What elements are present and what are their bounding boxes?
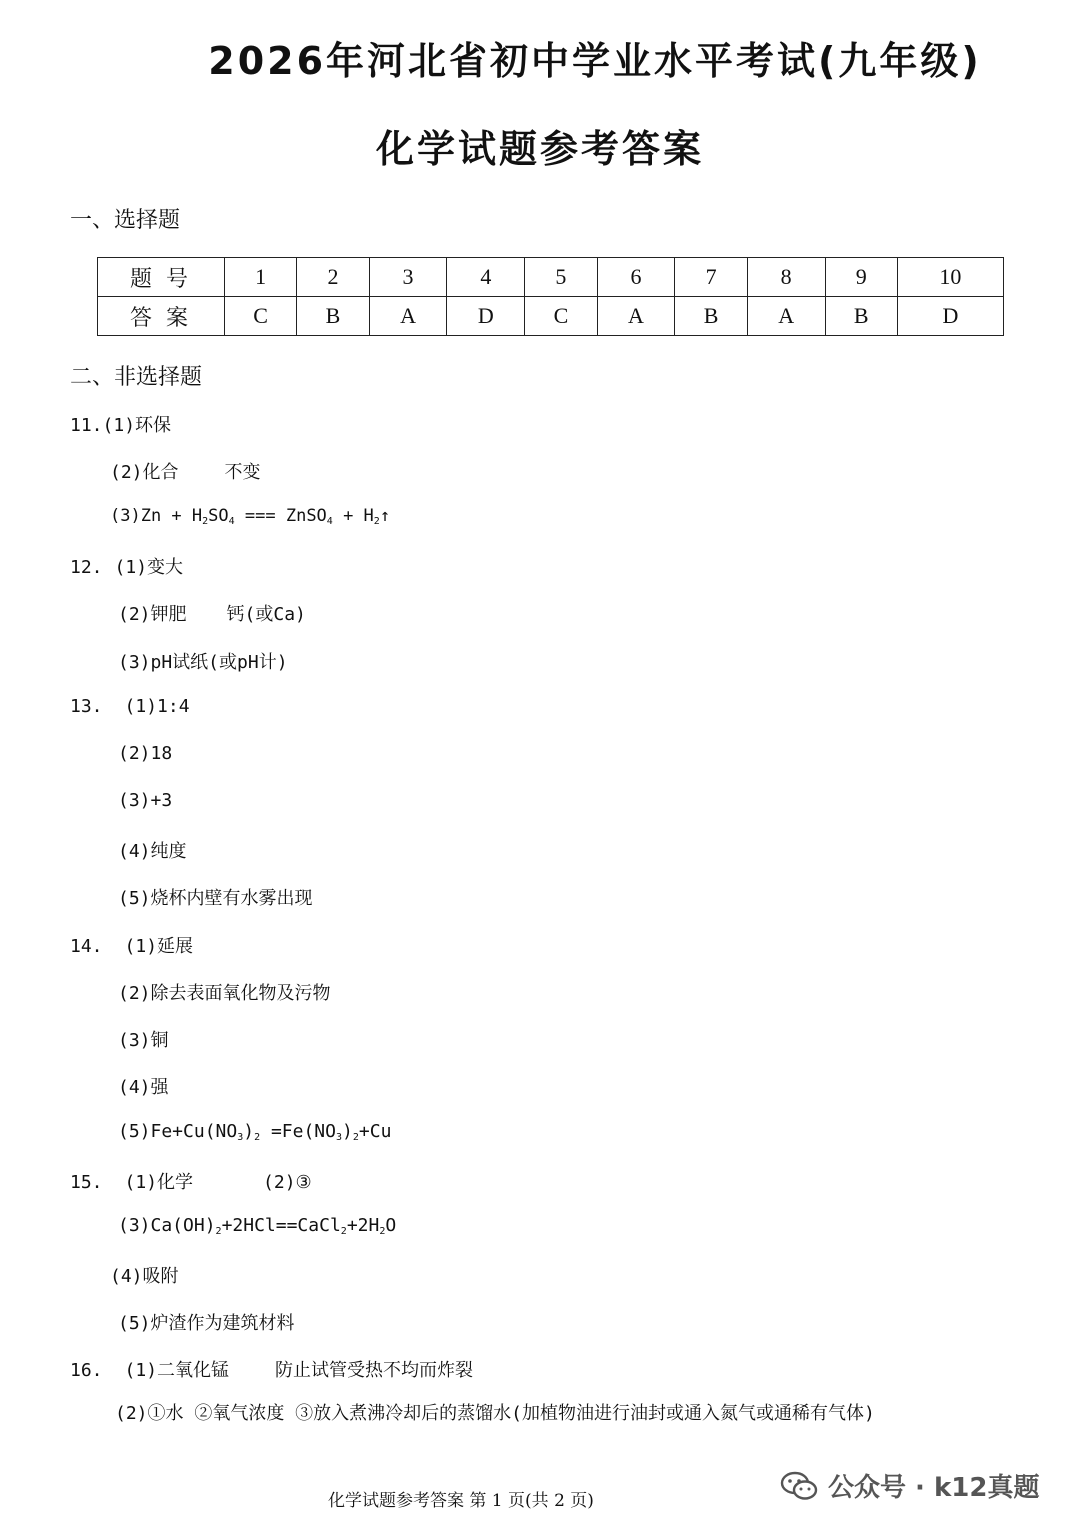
q15-line3 bbox=[110, 1262, 179, 1288]
table-cell: 6 bbox=[597, 258, 675, 297]
eq-part: +2H bbox=[346, 1215, 380, 1236]
eq-part: + H bbox=[332, 506, 374, 526]
table-cell: B bbox=[825, 297, 897, 336]
page-footer: 化学试题参考答案 第 1 页(共 2 页) bbox=[328, 1491, 594, 1511]
eq-part: (3)Ca(OH) bbox=[118, 1215, 216, 1236]
q12-a1: (1)变大 bbox=[114, 557, 184, 578]
q14-a4: (4)强 bbox=[118, 1077, 169, 1098]
table-cell: 2 bbox=[297, 258, 369, 297]
table-cell: 8 bbox=[747, 258, 825, 297]
q13-a5: (5)烧杯内壁有水雾出现 bbox=[118, 888, 313, 909]
eq-part: SO bbox=[208, 506, 229, 526]
eq-subscript: 2 bbox=[215, 1226, 222, 1237]
table-cell: 5 bbox=[525, 258, 597, 297]
table-cell: A bbox=[747, 297, 825, 336]
table-row-answers bbox=[98, 297, 1004, 336]
table-cell: 7 bbox=[675, 258, 747, 297]
q12-a2b: 钙(或Ca) bbox=[226, 604, 306, 625]
q11-a2b: 不变 bbox=[224, 462, 261, 483]
q14-line3 bbox=[118, 1026, 169, 1052]
q13-a3: (3)+3 bbox=[118, 790, 173, 811]
q11-line1 bbox=[70, 411, 171, 437]
q11-line2 bbox=[110, 458, 261, 484]
q13-line1 bbox=[70, 696, 190, 717]
q15-a5: (5)炉渣作为建筑材料 bbox=[118, 1313, 295, 1334]
eq-part: ) bbox=[342, 1121, 353, 1142]
q12-a2a: (2)钾肥 bbox=[118, 604, 187, 625]
table-cell: D bbox=[897, 297, 1003, 336]
eq-subscript: 4 bbox=[228, 516, 235, 527]
q14-equation bbox=[118, 1121, 391, 1143]
wechat-icon bbox=[780, 1470, 818, 1502]
eq-part: +Cu bbox=[358, 1121, 392, 1142]
table-cell: 10 bbox=[897, 258, 1003, 297]
eq-part: ) bbox=[243, 1121, 255, 1142]
exam-title: 2026年河北省初中学业水平考试(九年级) bbox=[208, 39, 982, 83]
table-cell: C bbox=[525, 297, 597, 336]
table-cell: B bbox=[297, 297, 369, 336]
gas-arrow-icon: ↑ bbox=[379, 506, 391, 526]
q14-line1 bbox=[70, 932, 193, 958]
q12-line2 bbox=[118, 600, 306, 626]
answer-key-title: 化学试题参考答案 bbox=[375, 127, 704, 171]
q14-line4 bbox=[118, 1073, 169, 1099]
table-cell: A bbox=[597, 297, 675, 336]
table-cell: 3 bbox=[369, 258, 447, 297]
table-cell: B bbox=[675, 297, 747, 336]
q13-line4 bbox=[118, 837, 187, 863]
eq-subscript: 2 bbox=[202, 516, 209, 527]
eq-subscript: 2 bbox=[254, 1132, 261, 1143]
eq-subscript: 3 bbox=[237, 1132, 244, 1143]
q16-a2: (2)①水 ②氧气浓度 ③放入煮沸冷却后的蒸馏水(加植物油进行油封或通入氮气或通稀有气体) bbox=[115, 1403, 875, 1424]
watermark bbox=[780, 1467, 1039, 1504]
q13-a1: (1)1:4 bbox=[124, 696, 190, 717]
q13-a2: (2)18 bbox=[118, 743, 173, 764]
q11-number: 11. bbox=[70, 415, 103, 436]
q14-a3: (3)铜 bbox=[118, 1030, 169, 1051]
eq-part: (3)Zn + H bbox=[110, 506, 203, 526]
q13-line5 bbox=[118, 884, 313, 910]
eq-part: O bbox=[385, 1215, 397, 1236]
eq-subscript: 2 bbox=[340, 1226, 347, 1237]
q16-a1a: (1)二氧化锰 bbox=[124, 1360, 230, 1381]
q13-line3 bbox=[118, 790, 172, 811]
answer-table bbox=[97, 257, 1004, 336]
eq-part: (5)Fe+Cu(NO bbox=[118, 1121, 238, 1142]
q14-a1: (1)延展 bbox=[124, 936, 194, 957]
eq-part: =Fe(NO bbox=[260, 1121, 336, 1142]
row-label-number: 题号 bbox=[98, 258, 225, 297]
section-non-choice: 二、非选择题 bbox=[70, 365, 203, 390]
q14-line2 bbox=[118, 979, 331, 1005]
table-cell: A bbox=[369, 297, 447, 336]
section-multiple-choice: 一、选择题 bbox=[70, 208, 181, 233]
q12-number: 12. bbox=[70, 557, 103, 578]
q15-a1a: (1)化学 bbox=[124, 1172, 194, 1193]
q16-number: 16. bbox=[70, 1360, 103, 1381]
q12-line3 bbox=[118, 648, 288, 674]
eq-subscript: 2 bbox=[379, 1226, 386, 1237]
q15-equation bbox=[118, 1215, 396, 1237]
eq-subscript: 4 bbox=[326, 516, 333, 527]
q16-line1 bbox=[70, 1356, 473, 1382]
q11-a1: (1)环保 bbox=[102, 415, 172, 436]
q14-number: 14. bbox=[70, 936, 103, 957]
watermark-text: 公众号 · k12真题 bbox=[828, 1473, 1040, 1503]
q13-line2 bbox=[118, 743, 172, 764]
q13-a4: (4)纯度 bbox=[118, 841, 187, 862]
q11-a2a: (2)化合 bbox=[110, 462, 179, 483]
table-cell: D bbox=[447, 297, 525, 336]
q15-a1b: (2)③ bbox=[263, 1172, 312, 1193]
q14-a2: (2)除去表面氧化物及污物 bbox=[118, 983, 331, 1004]
q15-a4: (4)吸附 bbox=[110, 1266, 179, 1287]
table-cell: 1 bbox=[225, 258, 297, 297]
q15-line4 bbox=[118, 1309, 295, 1335]
q15-line1 bbox=[70, 1168, 312, 1194]
eq-subscript: 2 bbox=[373, 516, 380, 527]
eq-part: === ZnSO bbox=[234, 506, 327, 526]
q12-line1 bbox=[70, 553, 183, 579]
table-cell: C bbox=[225, 297, 297, 336]
q12-a3: (3)pH试纸(或pH计) bbox=[118, 652, 288, 673]
q13-number: 13. bbox=[70, 696, 103, 717]
eq-subscript: 2 bbox=[352, 1132, 359, 1143]
table-cell: 4 bbox=[447, 258, 525, 297]
row-label-answer: 答案 bbox=[98, 297, 225, 336]
eq-part: +2HCl==CaCl bbox=[221, 1215, 341, 1236]
table-row-numbers bbox=[98, 258, 1004, 297]
q15-number: 15. bbox=[70, 1172, 103, 1193]
q16-a1b: 防止试管受热不均而炸裂 bbox=[275, 1360, 474, 1381]
eq-subscript: 3 bbox=[335, 1132, 343, 1143]
q11-equation bbox=[110, 506, 390, 527]
table-cell: 9 bbox=[825, 258, 897, 297]
